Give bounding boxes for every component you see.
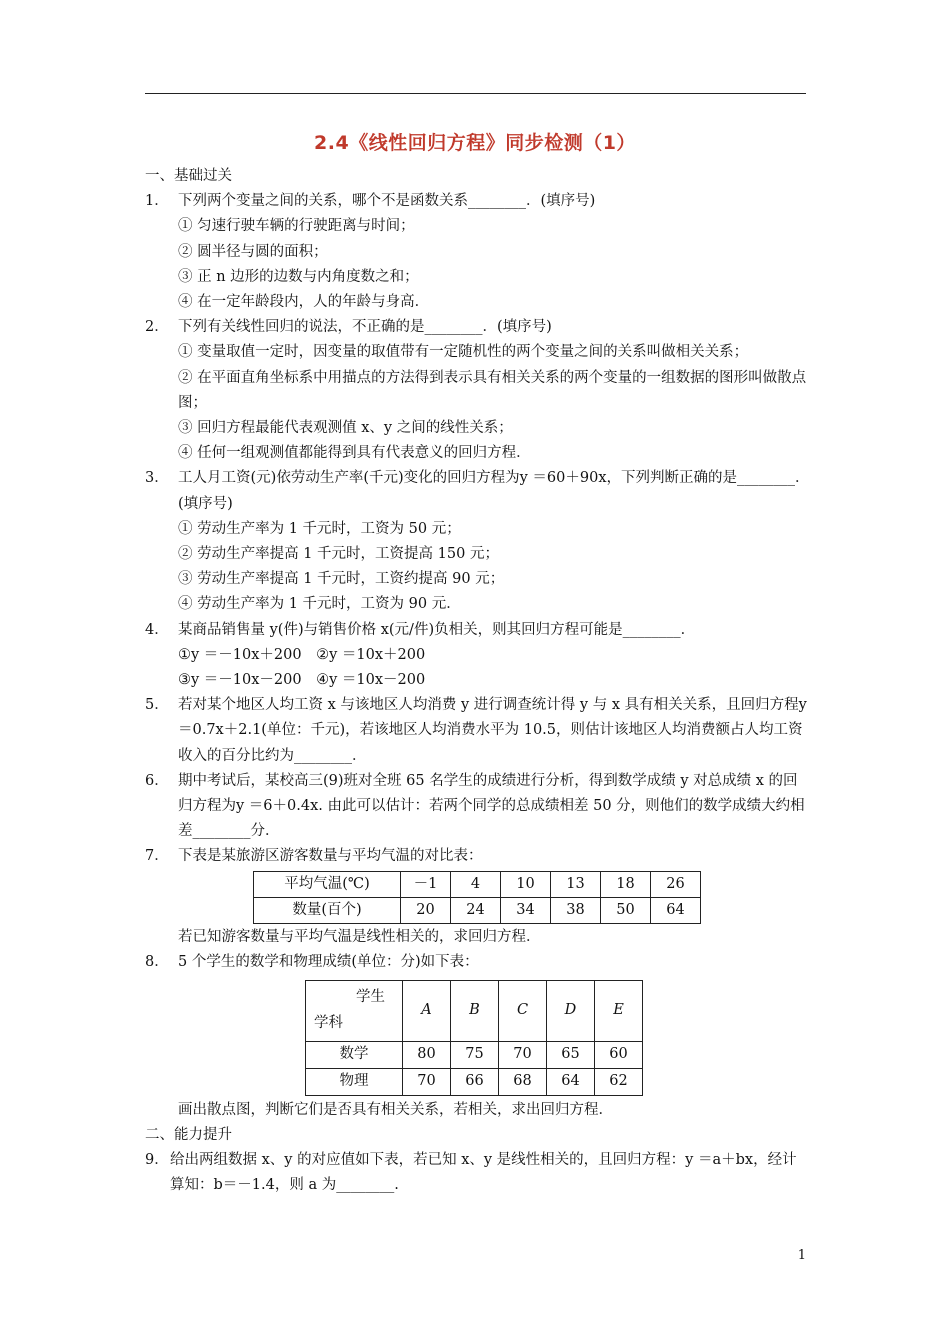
corner-top-label: 学生 (356, 988, 385, 1005)
table-cell: 50 (601, 897, 651, 923)
question-text: 若对某个地区人均工资 x 与该地区人均消费 y 进行调查统计得 y 与 x 具有相关关系，且回归方程y ＝0.7x＋2.1(单位：千元)，若该地区人均消费水平为 10.5，则估计该地区人均消费额占人均工资收入的百分比约为________． (178, 697, 807, 764)
table-cell: 10 (501, 871, 551, 897)
column-header: D (547, 980, 595, 1041)
table-cell: 66 (451, 1068, 499, 1095)
question-5 (145, 693, 810, 769)
question-number: 1． (145, 193, 169, 210)
page-number: 1 (797, 1248, 806, 1263)
question-9 (145, 1148, 810, 1198)
question-text: 工人月工资(元)依劳动生产率(千元)变化的回归方程为y ＝60＋90x，下列判断正确的是________．(填序号) (178, 470, 810, 512)
question-8 (145, 950, 810, 975)
table-cell: 20 (401, 897, 451, 923)
question-followup: 若已知游客数量与平均气温是线性相关的，求回归方程． (178, 929, 541, 946)
section-heading-basic: 一、基础过关 (145, 168, 232, 184)
temperature-visitor-table (253, 871, 701, 924)
question-text: 期中考试后，某校高三(9)班对全班 65 名学生的成绩进行分析，得到数学成绩 y 对总成绩 x 的回归方程为y ＝6＋0.4x. 由此可以估计：若两个同学的总成绩相差 50 分，则他们的数学成绩大约相差________分． (178, 772, 805, 840)
option: ② 在平面直角坐标系中用描点的方法得到表示具有相关关系的两个变量的一组数据的图形叫做散点图； (178, 369, 807, 411)
row-header: 平均气温(℃) (254, 871, 401, 897)
table-cell: 64 (651, 897, 701, 923)
question-text: 给出两组数据 x、y 的对应值如下表，若已知 x、y 是线性相关的，且回归方程：y ＝a＋bx，经计算知：b＝－1.4，则 a 为________. (170, 1151, 797, 1194)
question-text: 下列有关线性回归的说法，不正确的是________．(填序号) (178, 319, 552, 336)
option: ①y ＝－10x＋200 ②y ＝10x＋200 (178, 646, 426, 663)
table-cell: 4 (451, 871, 501, 897)
question-number: 7． (145, 848, 169, 865)
option: ③y ＝－10x－200 ④y ＝10x－200 (178, 672, 426, 689)
question-number: 2． (145, 319, 169, 336)
table-row (254, 871, 701, 897)
question-4 (145, 618, 810, 643)
question-number: 9． (145, 1151, 169, 1168)
table-cell: 64 (547, 1068, 595, 1095)
question-followup: 画出散点图，判断它们是否具有相关关系，若相关，求出回归方程． (178, 1101, 613, 1118)
table-cell: 24 (451, 897, 501, 923)
option: ④ 在一定年龄段内，人的年龄与身高． (178, 294, 430, 311)
corner-bottom-label: 学科 (314, 1014, 343, 1031)
option: ① 劳动生产率为 1 千元时，工资为 50 元； (178, 520, 461, 537)
option: ④ 任何一组观测值都能得到具有代表意义的回归方程． (178, 445, 531, 462)
question-text: 5 个学生的数学和物理成绩(单位：分)如下表： (178, 954, 479, 971)
question-number: 8． (145, 954, 169, 971)
table-cell: 68 (499, 1068, 547, 1095)
table-cell: 18 (601, 871, 651, 897)
table-cell: 70 (403, 1068, 451, 1095)
table-cell: 70 (499, 1041, 547, 1068)
table-row (306, 1068, 643, 1095)
table-cell: 60 (595, 1041, 643, 1068)
question-number: 4． (145, 621, 169, 638)
score-table (305, 980, 643, 1096)
table-cell: 34 (501, 897, 551, 923)
row-header: 数学 (306, 1041, 403, 1068)
table-cell: 65 (547, 1041, 595, 1068)
column-header: B (451, 980, 499, 1041)
option: ① 变量取值一定时，因变量的取值带有一定随机性的两个变量之间的关系叫做相关关系； (178, 344, 749, 361)
header-rule (145, 93, 806, 94)
row-header: 数量(百个) (254, 897, 401, 923)
question-3 (145, 466, 810, 516)
question-7 (145, 844, 810, 869)
table-cell: 80 (403, 1041, 451, 1068)
page-title: 2.4《线性回归方程》同步检测（1） (314, 132, 636, 154)
question-number: 3． (145, 470, 169, 487)
question-6 (145, 769, 810, 845)
table-header-row (306, 980, 643, 1041)
table-cell: 62 (595, 1068, 643, 1095)
option: ① 匀速行驶车辆的行驶距离与时间； (178, 218, 415, 235)
corner-header (306, 980, 403, 1041)
table-row (306, 1041, 643, 1068)
table-cell: 13 (551, 871, 601, 897)
option: ③ 劳动生产率提高 1 千元时，工资约提高 90 元； (178, 571, 505, 588)
question-text: 某商品销售量 y(件)与销售价格 x(元/件)负相关，则其回归方程可能是________． (178, 621, 696, 638)
table-cell: －1 (401, 871, 451, 897)
table-cell: 26 (651, 871, 701, 897)
column-header: E (595, 980, 643, 1041)
column-header: A (403, 980, 451, 1041)
question-2 (145, 315, 810, 340)
column-header: C (499, 980, 547, 1041)
option: ④ 劳动生产率为 1 千元时，工资为 90 元． (178, 596, 461, 613)
table-row (254, 897, 701, 923)
option: ③ 正 n 边形的边数与内角度数之和； (178, 268, 419, 285)
document-body (145, 164, 810, 1198)
table-cell: 38 (551, 897, 601, 923)
question-number: 6． (145, 772, 169, 789)
question-number: 5． (145, 697, 169, 714)
option: ③ 回归方程最能代表观测值 x、y 之间的线性关系； (178, 420, 513, 437)
option: ② 圆半径与圆的面积； (178, 243, 328, 260)
option: ② 劳动生产率提高 1 千元时，工资提高 150 元； (178, 546, 499, 563)
table-cell: 75 (451, 1041, 499, 1068)
question-text: 下表是某旅游区游客数量与平均气温的对比表： (178, 848, 483, 865)
row-header: 物理 (306, 1068, 403, 1095)
question-1 (145, 189, 810, 214)
section-heading-advanced: 二、能力提升 (145, 1126, 232, 1143)
question-text: 下列两个变量之间的关系，哪个不是函数关系________．(填序号) (178, 193, 596, 210)
